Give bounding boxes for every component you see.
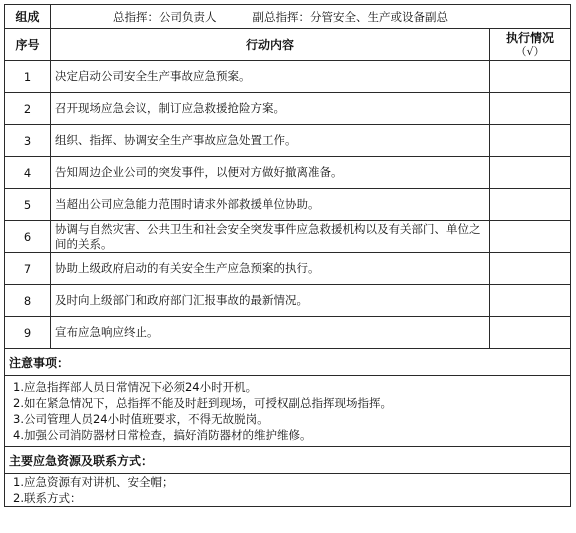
status-header-label: 执行情况 [505, 30, 554, 45]
action-text: 协调与自然灾害、公共卫生和社会安全突发事件应急救援机构以及有关部门、单位之间的关系。 [51, 221, 490, 253]
action-row [5, 61, 571, 93]
emergency-action-table [4, 4, 571, 507]
resources-title: 主要应急资源及联系方式： [5, 447, 571, 474]
notes-title-row [5, 349, 571, 376]
action-text: 召开现场应急会议，制订应急救援抢险方案。 [51, 93, 490, 125]
action-number: 2 [5, 93, 51, 125]
note-item: 4.加强公司消防器材日常检查，搞好消防器材的维护维修。 [13, 428, 312, 442]
action-number: 1 [5, 61, 51, 93]
action-text: 决定启动公司安全生产事故应急预案。 [51, 61, 490, 93]
action-row [5, 93, 571, 125]
resource-item: 2.联系方式： [13, 491, 82, 505]
action-text: 告知周边企业公司的突发事件，以便对方做好撤离准备。 [51, 157, 490, 189]
action-number: 9 [5, 317, 51, 349]
note-item: 3.公司管理人员24小时值班要求，不得无故脱岗。 [13, 412, 269, 426]
action-text: 及时向上级部门和政府部门汇报事故的最新情况。 [51, 285, 490, 317]
notes-title: 注意事项： [5, 349, 571, 376]
deputy-text: 副总指挥：分管安全、生产或设备副总 [252, 9, 448, 24]
group-label-cell: 组成 [5, 5, 51, 29]
action-status-cell[interactable] [490, 61, 571, 93]
resources-row [5, 474, 571, 507]
action-status-cell[interactable] [490, 189, 571, 221]
action-text: 组织、指挥、协调安全生产事故应急处置工作。 [51, 125, 490, 157]
action-row [5, 253, 571, 285]
action-status-cell[interactable] [490, 253, 571, 285]
action-status-cell[interactable] [490, 125, 571, 157]
action-status-cell[interactable] [490, 157, 571, 189]
action-text: 宣布应急响应终止。 [51, 317, 490, 349]
seq-header: 序号 [5, 29, 51, 61]
action-number: 6 [5, 221, 51, 253]
status-header-mark: （√） [515, 44, 545, 58]
action-row [5, 285, 571, 317]
action-row [5, 125, 571, 157]
action-number: 4 [5, 157, 51, 189]
resources-cell [5, 474, 571, 507]
action-status-cell[interactable] [490, 221, 571, 253]
action-status-cell[interactable] [490, 93, 571, 125]
action-number: 8 [5, 285, 51, 317]
action-status-cell[interactable] [490, 285, 571, 317]
leadership-cell [51, 5, 571, 29]
action-row [5, 189, 571, 221]
action-number: 7 [5, 253, 51, 285]
commander-text: 总指挥：公司负责人 [113, 9, 217, 24]
note-item: 1.应急指挥部人员日常情况下必须24小时开机。 [13, 380, 258, 394]
notes-cell [5, 376, 571, 447]
action-number: 5 [5, 189, 51, 221]
status-header [490, 29, 571, 61]
action-row [5, 157, 571, 189]
content-header: 行动内容 [51, 29, 490, 61]
action-row [5, 221, 571, 253]
resources-title-row [5, 447, 571, 474]
organization-row [5, 5, 571, 29]
action-row [5, 317, 571, 349]
note-item: 2.如在紧急情况下，总指挥不能及时赶到现场，可授权副总指挥现场指挥。 [13, 396, 392, 410]
action-status-cell[interactable] [490, 317, 571, 349]
action-text: 协助上级政府启动的有关安全生产应急预案的执行。 [51, 253, 490, 285]
action-number: 3 [5, 125, 51, 157]
resource-item: 1.应急资源有对讲机、安全帽； [13, 475, 174, 489]
column-header-row [5, 29, 571, 61]
notes-row [5, 376, 571, 447]
action-text: 当超出公司应急能力范围时请求外部救援单位协助。 [51, 189, 490, 221]
